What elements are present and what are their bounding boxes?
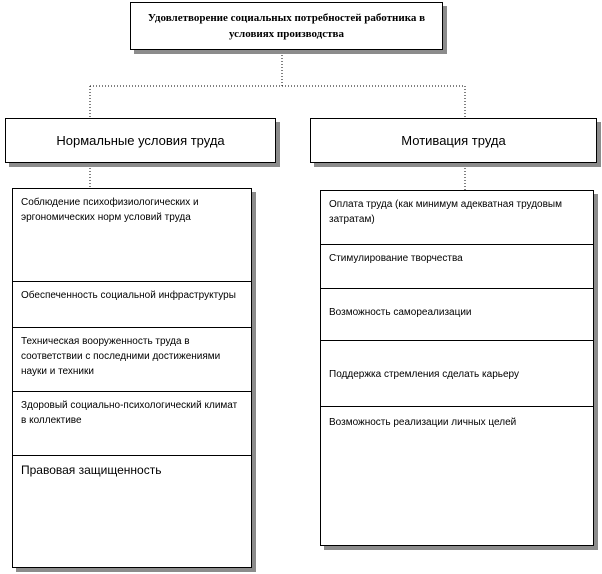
root-label: Удовлетворение социальных потребностей работника в условиях производства xyxy=(147,12,426,40)
list-item: Обеспеченность социальной инфраструктуры xyxy=(13,282,251,328)
list-item: Возможность реализации личных целей xyxy=(329,417,517,428)
right-list xyxy=(320,190,594,546)
list-item: Здоровый социально-психологический климат в коллективе xyxy=(13,392,251,456)
list-item: Оплата труда (как минимум адекватная трудовым затратам) xyxy=(321,191,593,245)
left-branch-box xyxy=(5,118,276,163)
list-item: Стимулирование творчества xyxy=(321,245,593,289)
list-item: Возможность самореализации xyxy=(321,289,593,341)
left-list xyxy=(12,188,252,568)
right-branch-box xyxy=(310,118,597,163)
list-item: Правовая защищенность xyxy=(21,463,162,477)
list-item: Поддержка стремления сделать карьеру xyxy=(321,341,593,407)
list-item: Техническая вооруженность труда в соответствии с последними достижениями науки и техники xyxy=(13,328,251,392)
list-item: Соблюдение психофизиологических и эргономических норм условий труда xyxy=(13,189,251,282)
left-branch-label: Нормальные условия труда xyxy=(56,133,225,148)
right-branch-label: Мотивация труда xyxy=(401,133,506,148)
root-box xyxy=(130,2,443,50)
